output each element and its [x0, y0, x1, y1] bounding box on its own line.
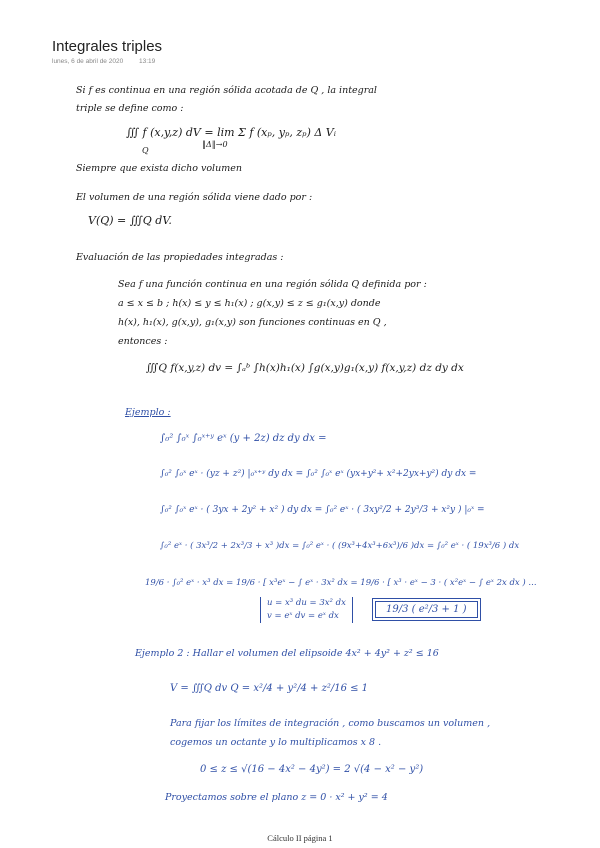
- example2-line-5: Proyectamos sobre el plano z = 0 · x² + y² = 4: [165, 792, 388, 803]
- substitution-u: u = x³ du = 3x² dx: [267, 598, 346, 608]
- evaluation-formula: ∭Q f(x,y,z) dv = ∫ₐᵇ ∫h(x)h₁(x) ∫g(x,y)g₁(x,y) f(x,y,z) dz dy dx: [146, 362, 464, 374]
- evaluation-line-2: a ≤ x ≤ b ; h(x) ≤ y ≤ h₁(x) ; g(x,y) ≤ z ≤ g₁(x,y) donde: [118, 298, 381, 309]
- page-date: lunes, 6 de abril de 2020: [52, 58, 124, 65]
- example2-line-4: 0 ≤ z ≤ √(16 − 4x² − 4y²) = 2 √(4 − x² − y²): [200, 764, 424, 775]
- evaluation-line-3: h(x), h₁(x), g(x,y), g₁(x,y) son funciones continuas en Q ,: [118, 317, 387, 328]
- page-title: Integrales triples: [52, 38, 163, 55]
- substitution-block: [260, 597, 353, 623]
- definition-line-2: triple se define como :: [76, 103, 184, 114]
- page-timestamp: [52, 58, 169, 65]
- evaluation-line-1: Sea f una función continua en una región sólida Q definida por :: [118, 279, 427, 290]
- example-line-5: 19/6 · ∫₀² eˣ · x³ dx = 19/6 · [ x³eˣ − ∫ eˣ · 3x² dx = 19/6 · [ x³ · eˣ − 3 · ( x²eˣ − ∫ eˣ 2x dx ) ...: [145, 578, 537, 588]
- volume-line: El volumen de una región sólida viene dado por :: [76, 192, 313, 203]
- substitution-v: v = eˣ dv = eˣ dx: [267, 611, 339, 621]
- definition-limit: ‖Δ‖→0: [202, 140, 228, 149]
- example2-line-1: V = ∭Q dv Q = x²/4 + y²/4 + z²/16 ≤ 1: [170, 683, 369, 694]
- page-time: 13:19: [139, 58, 156, 65]
- definition-line-1: Si f es continua en una región sólida acotada de Q , la integral: [76, 85, 377, 96]
- evaluation-heading: Evaluación de las propiedades integradas :: [76, 252, 284, 263]
- example2-line-2: Para fijar los límites de integración , como buscamos un volumen ,: [170, 718, 491, 729]
- example-line-1: ∫₀² ∫₀ˣ ∫₀ˣ⁺ʸ eˣ (y + 2z) dz dy dx =: [160, 433, 327, 444]
- example-line-3: ∫₀² ∫₀ˣ eˣ · ( 3yx + 2y² + x² ) dy dx = ∫₀² eˣ · ( 3xy²/2 + 2y³/3 + x²y ) |₀ˣ =: [160, 505, 485, 515]
- example-heading: Ejemplo :: [125, 407, 171, 418]
- evaluation-line-4: entonces :: [118, 336, 168, 347]
- definition-formula: ∭ f (x,y,z) dV = lim Σ f (xₚ, yₚ, zₚ) Δ Vᵢ: [126, 126, 336, 139]
- definition-line-3: Siempre que exista dicho volumen: [76, 163, 242, 174]
- example2-line-3: cogemos un octante y lo multiplicamos x 8 .: [170, 737, 382, 748]
- example-line-4: ∫₀² eˣ · ( 3x³/2 + 2x³/3 + x³ )dx = ∫₀² eˣ · ( (9x³+4x³+6x³)/6 )dx = ∫₀² eˣ · ( 19x³/6 ) dx: [160, 541, 520, 551]
- volume-formula: V(Q) = ∭Q dV.: [88, 214, 172, 227]
- example-line-2: ∫₀² ∫₀ˣ eˣ · (yz + z²) |₀ˣ⁺ʸ dy dx = ∫₀² ∫₀ˣ eˣ (yx+y²+ x²+2yx+y²) dy dx =: [160, 469, 477, 479]
- example-result: 19/3 ( e²/3 + 1 ): [375, 601, 478, 618]
- definition-region-q: Q: [142, 146, 149, 155]
- example2-heading: Ejemplo 2 : Hallar el volumen del elipsoide 4x² + 4y² + z² ≤ 16: [135, 648, 439, 659]
- page-footer: Cálculo II página 1: [267, 833, 333, 843]
